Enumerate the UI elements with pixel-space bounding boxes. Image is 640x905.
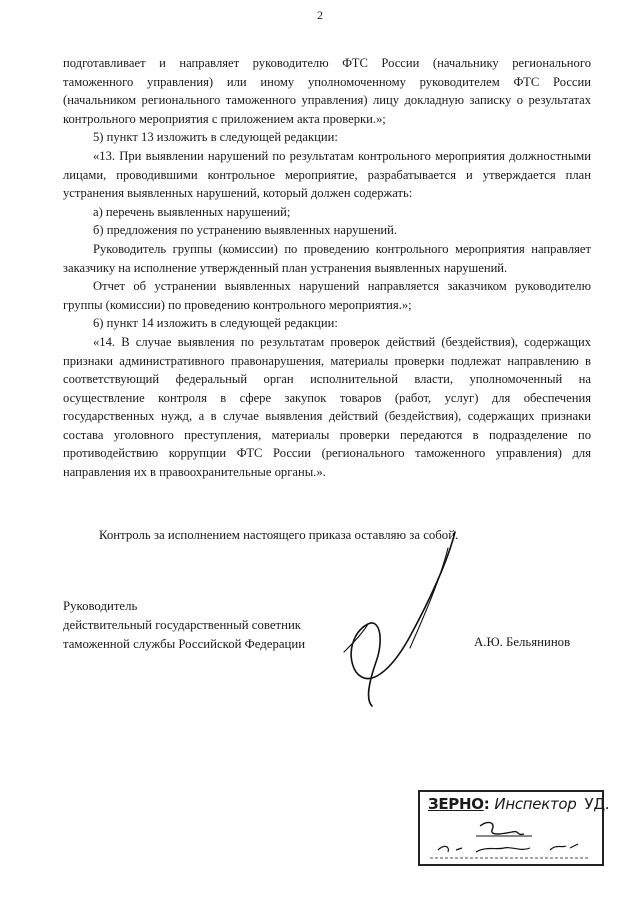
document-body [63, 54, 591, 482]
stamp-role: Инспектор [494, 795, 577, 813]
signatory-block [63, 597, 305, 654]
signatory-title-line: действительный государственный советник [63, 618, 302, 632]
paragraph: Отчет об устранении выявленных нарушений направляется заказчиком руководителю группы (комиссии) по проведению контрольного мероприятия.»; [63, 279, 591, 312]
control-clause: Контроль за исполнением настоящего приказа оставляю за собой. [99, 528, 459, 542]
stamp-handwriting [420, 792, 606, 868]
paragraph: «14. В случае выявления по результатам проверок действий (бездействия), содержащих признаки административного правонарушения, материалы проверки подлежат направлению в соответствующий федеральный орган исполнительной власти, уполномоченный на осуществление контроля в сфере закупок товаров (работ, услуг) для обеспечения государственных нужд, а в случае выявления действий (бездействия), содержащих признаки состава уголовного преступления, материалы проверки передаются в подразделение по противодействию коррупции ФТС России (регионального таможенного управления) для направления их в правоохранительные органы.». [63, 334, 591, 480]
signatory-title-line: Руководитель [63, 599, 138, 613]
paragraph: б) предложения по устранению выявленных нарушений. [93, 223, 398, 238]
stamp-initials: УД. [584, 795, 610, 813]
paragraph: «13. При выявлении нарушений по результатам контрольного мероприятия должностными лицами, проводившими контрольное мероприятие, разрабатывается и утверждается план устранения выявленных нарушений, который должен содержать: [63, 148, 591, 201]
stamp-separator: : [483, 795, 490, 813]
inspection-stamp [418, 790, 610, 866]
page-number: 2 [317, 8, 323, 22]
paragraph: 6) пункт 14 изложить в следующей редакции: [93, 316, 338, 331]
signatory-title-line: таможенной службы Российской Федерации [63, 637, 306, 651]
signer-name: А.Ю. Бельянинов [474, 635, 571, 649]
paragraph: Руководитель группы (комиссии) по проведению контрольного мероприятия направляет заказчику на исполнение утвержденный план устранения выявленных нарушений. [63, 241, 591, 275]
paragraph: а) перечень выявленных нарушений; [93, 204, 291, 219]
stamp-label: ЗЕРНО [428, 795, 484, 813]
paragraph: подготавливает и направляет руководителю ФТС России (начальнику регионального таможенного управления) или иному уполномоченному руководителем ФТС России (начальником регионального таможенного управления) лицу докладную записку о результатах контрольного мероприятия с приложением акта проверки.»; [63, 56, 591, 126]
paragraph: 5) пункт 13 изложить в следующей редакции: [93, 130, 338, 145]
